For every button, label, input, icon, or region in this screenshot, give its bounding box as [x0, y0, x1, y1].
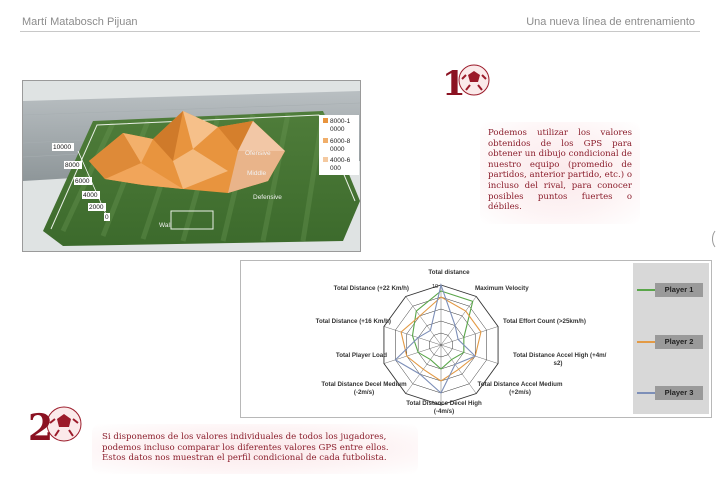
legend-label: Player 1: [655, 283, 703, 297]
scale-label: 10000: [53, 144, 72, 151]
scale-label: 2000: [89, 204, 104, 211]
scale-label: 4000: [83, 192, 98, 199]
radar-spoke: [406, 296, 441, 345]
scale-label: 0: [105, 214, 109, 221]
note-2-text: Si disponemos de los valores individuales de todos los jugadores, podemos incluso comparar los diferentes valores GPS entre ellos. Estos datos nos muestran el perfil condicional de cada futbolista.: [102, 432, 389, 464]
legend-item: [633, 386, 709, 400]
page-edge-mark: [712, 228, 719, 250]
scale-label: 6000: [75, 178, 90, 185]
radar-axis-label: Total Distance Accel High (+4m/ s2): [513, 352, 607, 367]
legend-label-2: 6000-8 0000: [330, 138, 351, 153]
legend-swatch-3: [323, 157, 328, 162]
radar-axis-label: Total Effort Count (>25km/h): [503, 318, 586, 325]
zone-label: Ofensive: [245, 150, 271, 157]
legend-swatch: [637, 289, 655, 291]
axis-label: Wall: [159, 222, 172, 229]
radar-axis-label: Total Distance Decel Medium (-2m/s): [321, 381, 407, 396]
note-player-comparison: [92, 424, 418, 474]
radar-axis-label: Total Distance (+22 Km/h): [333, 285, 409, 292]
legend-swatch: [637, 392, 655, 394]
radar-axis-label: Total Distance Decel High (-4m/s): [406, 400, 482, 415]
radar-axis-label: Total distance: [428, 269, 470, 276]
legend-label: Player 3: [655, 386, 703, 400]
legend-swatch-2: [323, 138, 328, 143]
step-1-badge: [440, 57, 492, 103]
page-header: [0, 0, 719, 34]
radar-axis-label: Maximum Velocity: [475, 285, 529, 292]
legend-panel: [633, 263, 709, 414]
legend-swatch: [637, 341, 655, 343]
zone-label: Middle: [247, 170, 267, 177]
radar-axis-label: Total Player Load: [335, 352, 387, 359]
step-1-number: 1: [442, 64, 466, 103]
radar-axis-label: Total Distance Accel Medium (+2m/s): [477, 381, 563, 396]
radar-spoke: [441, 326, 498, 345]
radar-axis-label: Total Distance (+16 Km/h): [315, 318, 391, 325]
note-team-profile: [480, 122, 640, 224]
stadium-illustration: [23, 81, 360, 251]
step-2-badge: [28, 400, 84, 450]
zone-label: Defensive: [253, 194, 282, 201]
legend-item: [633, 335, 709, 349]
legend-item: [633, 283, 709, 297]
radar-spoke: [441, 296, 476, 345]
chapter-title: Una nueva línea de entrenamiento: [526, 16, 695, 28]
header-rule: [20, 31, 700, 32]
radar-chart-figure: [240, 260, 712, 418]
step-2-number: 2: [28, 407, 54, 449]
note-1-text: Podemos utilizar los valores obtenidos de los GPS para obtener un dibujo condicional de nuestro equipo (promedio de partidos, anterior partido, etc.) o incluso del rival, para conocer posibles puntos fuertes o débiles.: [488, 128, 632, 213]
legend-swatch-1: [323, 118, 328, 123]
radar-tick-label: 10: [432, 284, 439, 290]
author-name: Martí Matabosch Pijuan: [22, 16, 138, 28]
radar-chart: [241, 261, 631, 415]
legend-label: Player 2: [655, 335, 703, 349]
legend-label-1: 8000-1 0000: [330, 118, 351, 133]
legend-label-3: 4000-6 000: [330, 157, 351, 172]
scale-label: 8000: [65, 162, 80, 169]
stadium-heatmap-figure: [22, 80, 361, 252]
